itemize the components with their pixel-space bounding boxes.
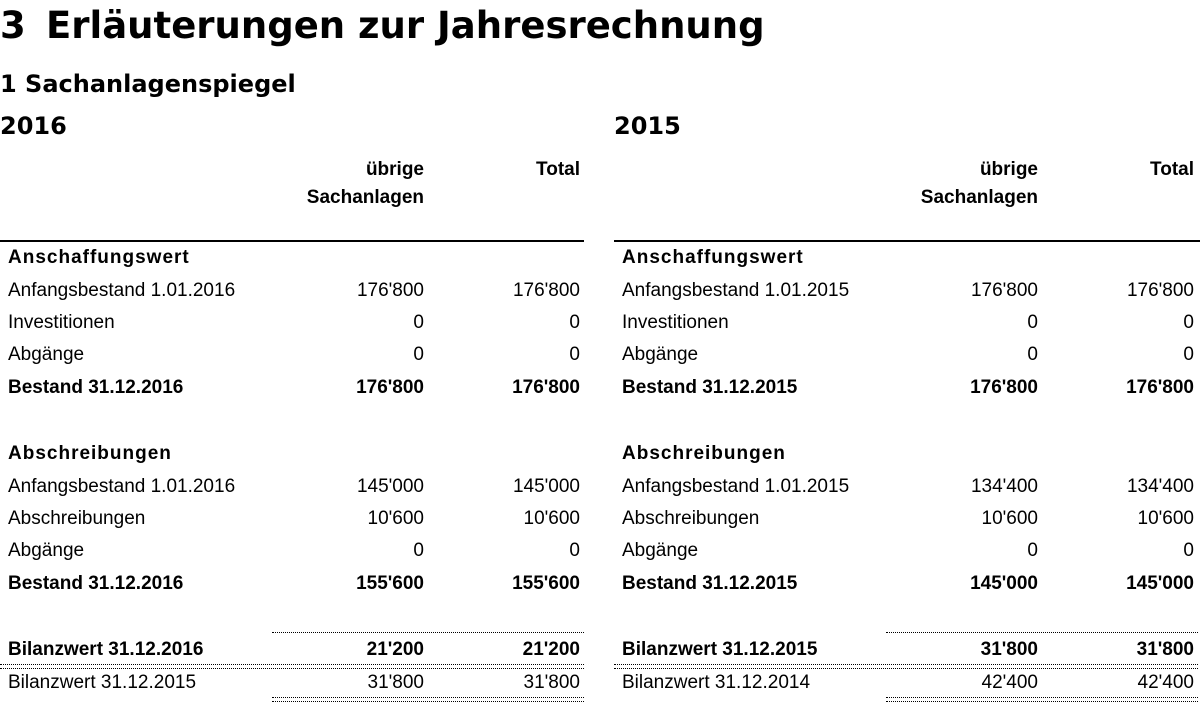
- row-value: 10'600: [981, 508, 1038, 529]
- row-value: 134'400: [970, 476, 1038, 497]
- row-total: 176'800: [512, 280, 580, 301]
- row-label: Abschreibungen: [622, 508, 760, 529]
- header-rule: [614, 240, 1200, 242]
- prior-balance-label: Bilanzwert 31.12.2014: [622, 672, 811, 693]
- balance-top-rule: [272, 632, 584, 633]
- balance-double-rule: [0, 664, 584, 669]
- row-label-subtotal: Bestand 31.12.2016: [8, 377, 184, 398]
- column-header-line: Sachanlagen: [920, 187, 1038, 208]
- row-value: 0: [413, 540, 424, 561]
- row-value-subtotal: 176'800: [356, 377, 424, 398]
- balance-label: Bilanzwert 31.12.2015: [622, 639, 818, 660]
- row-value-subtotal: 145'000: [970, 573, 1038, 594]
- column-header-total: Total: [536, 159, 580, 180]
- row-label: Investitionen: [622, 312, 729, 333]
- row-label-subtotal: Bestand 31.12.2016: [8, 573, 184, 594]
- row-total: 0: [1183, 540, 1194, 561]
- row-label: Investitionen: [8, 312, 115, 333]
- row-label: Anfangsbestand 1.01.2016: [8, 476, 236, 497]
- row-total: 10'600: [523, 508, 580, 529]
- row-label: Anfangsbestand 1.01.2015: [622, 280, 850, 301]
- row-label: Anfangsbestand 1.01.2016: [8, 280, 236, 301]
- column-header-other-assets: [224, 156, 424, 212]
- column-header-line: übrige: [365, 159, 424, 180]
- row-total: 0: [569, 344, 580, 365]
- row-total: 0: [1183, 312, 1194, 333]
- row-value-subtotal: 155'600: [356, 573, 424, 594]
- row-label: Abschreibungen: [8, 508, 146, 529]
- row-value: 145'000: [356, 476, 424, 497]
- column-header-line: übrige: [979, 159, 1038, 180]
- row-value: 176'800: [356, 280, 424, 301]
- row-total: 176'800: [1126, 280, 1194, 301]
- row-total-subtotal: 145'000: [1126, 573, 1194, 594]
- row-value: 10'600: [367, 508, 424, 529]
- balance-top-rule: [886, 632, 1198, 633]
- asset-table-2015: [614, 0, 1200, 712]
- section-label-acquisition: Anschaffungswert: [622, 247, 804, 268]
- row-value: 0: [413, 344, 424, 365]
- column-header-total: Total: [1150, 159, 1194, 180]
- prior-balance-label: Bilanzwert 31.12.2015: [8, 672, 197, 693]
- section-title: 1 Sachanlagenspiegel: [0, 70, 296, 98]
- column-header-line: Sachanlagen: [306, 187, 424, 208]
- chapter-number: 3: [0, 4, 26, 47]
- row-total: 10'600: [1137, 508, 1194, 529]
- row-total: 145'000: [512, 476, 580, 497]
- row-value-subtotal: 176'800: [970, 377, 1038, 398]
- section-label-depreciation: Abschreibungen: [8, 443, 172, 464]
- year-heading-2016: 2016: [0, 112, 67, 140]
- prior-balance-total: 42'400: [1137, 672, 1194, 693]
- balance-total: 21'200: [522, 639, 580, 660]
- row-label: Abgänge: [622, 540, 699, 561]
- row-total: 134'400: [1126, 476, 1194, 497]
- row-label-subtotal: Bestand 31.12.2015: [622, 573, 798, 594]
- section-label-acquisition: Anschaffungswert: [8, 247, 190, 268]
- row-value: 0: [1027, 344, 1038, 365]
- header-rule: [0, 240, 584, 242]
- row-total-subtotal: 155'600: [512, 573, 580, 594]
- row-value: 0: [1027, 312, 1038, 333]
- row-total-subtotal: 176'800: [1126, 377, 1194, 398]
- prior-balance-double-rule: [272, 697, 584, 702]
- row-label-subtotal: Bestand 31.12.2015: [622, 377, 798, 398]
- prior-balance-total: 31'800: [523, 672, 580, 693]
- row-label: Anfangsbestand 1.01.2015: [622, 476, 850, 497]
- row-total: 0: [569, 540, 580, 561]
- prior-balance-double-rule: [886, 697, 1198, 702]
- column-header-other-assets: [838, 156, 1038, 212]
- row-label: Abgänge: [622, 344, 699, 365]
- row-total: 0: [1183, 344, 1194, 365]
- row-value: 0: [1027, 540, 1038, 561]
- balance-total: 31'800: [1136, 639, 1194, 660]
- row-value: 176'800: [970, 280, 1038, 301]
- balance-value: 21'200: [366, 639, 424, 660]
- asset-table-2016: [0, 0, 586, 712]
- balance-double-rule: [614, 664, 1198, 669]
- year-heading-2015: 2015: [614, 112, 681, 140]
- section-label-depreciation: Abschreibungen: [622, 443, 786, 464]
- balance-value: 31'800: [980, 639, 1038, 660]
- prior-balance-value: 42'400: [981, 672, 1038, 693]
- prior-balance-value: 31'800: [367, 672, 424, 693]
- chapter-title: Erläuterungen zur Jahresrechnung: [46, 4, 765, 47]
- row-label: Abgänge: [8, 344, 85, 365]
- row-total-subtotal: 176'800: [512, 377, 580, 398]
- row-total: 0: [569, 312, 580, 333]
- balance-label: Bilanzwert 31.12.2016: [8, 639, 204, 660]
- row-label: Abgänge: [8, 540, 85, 561]
- row-value: 0: [413, 312, 424, 333]
